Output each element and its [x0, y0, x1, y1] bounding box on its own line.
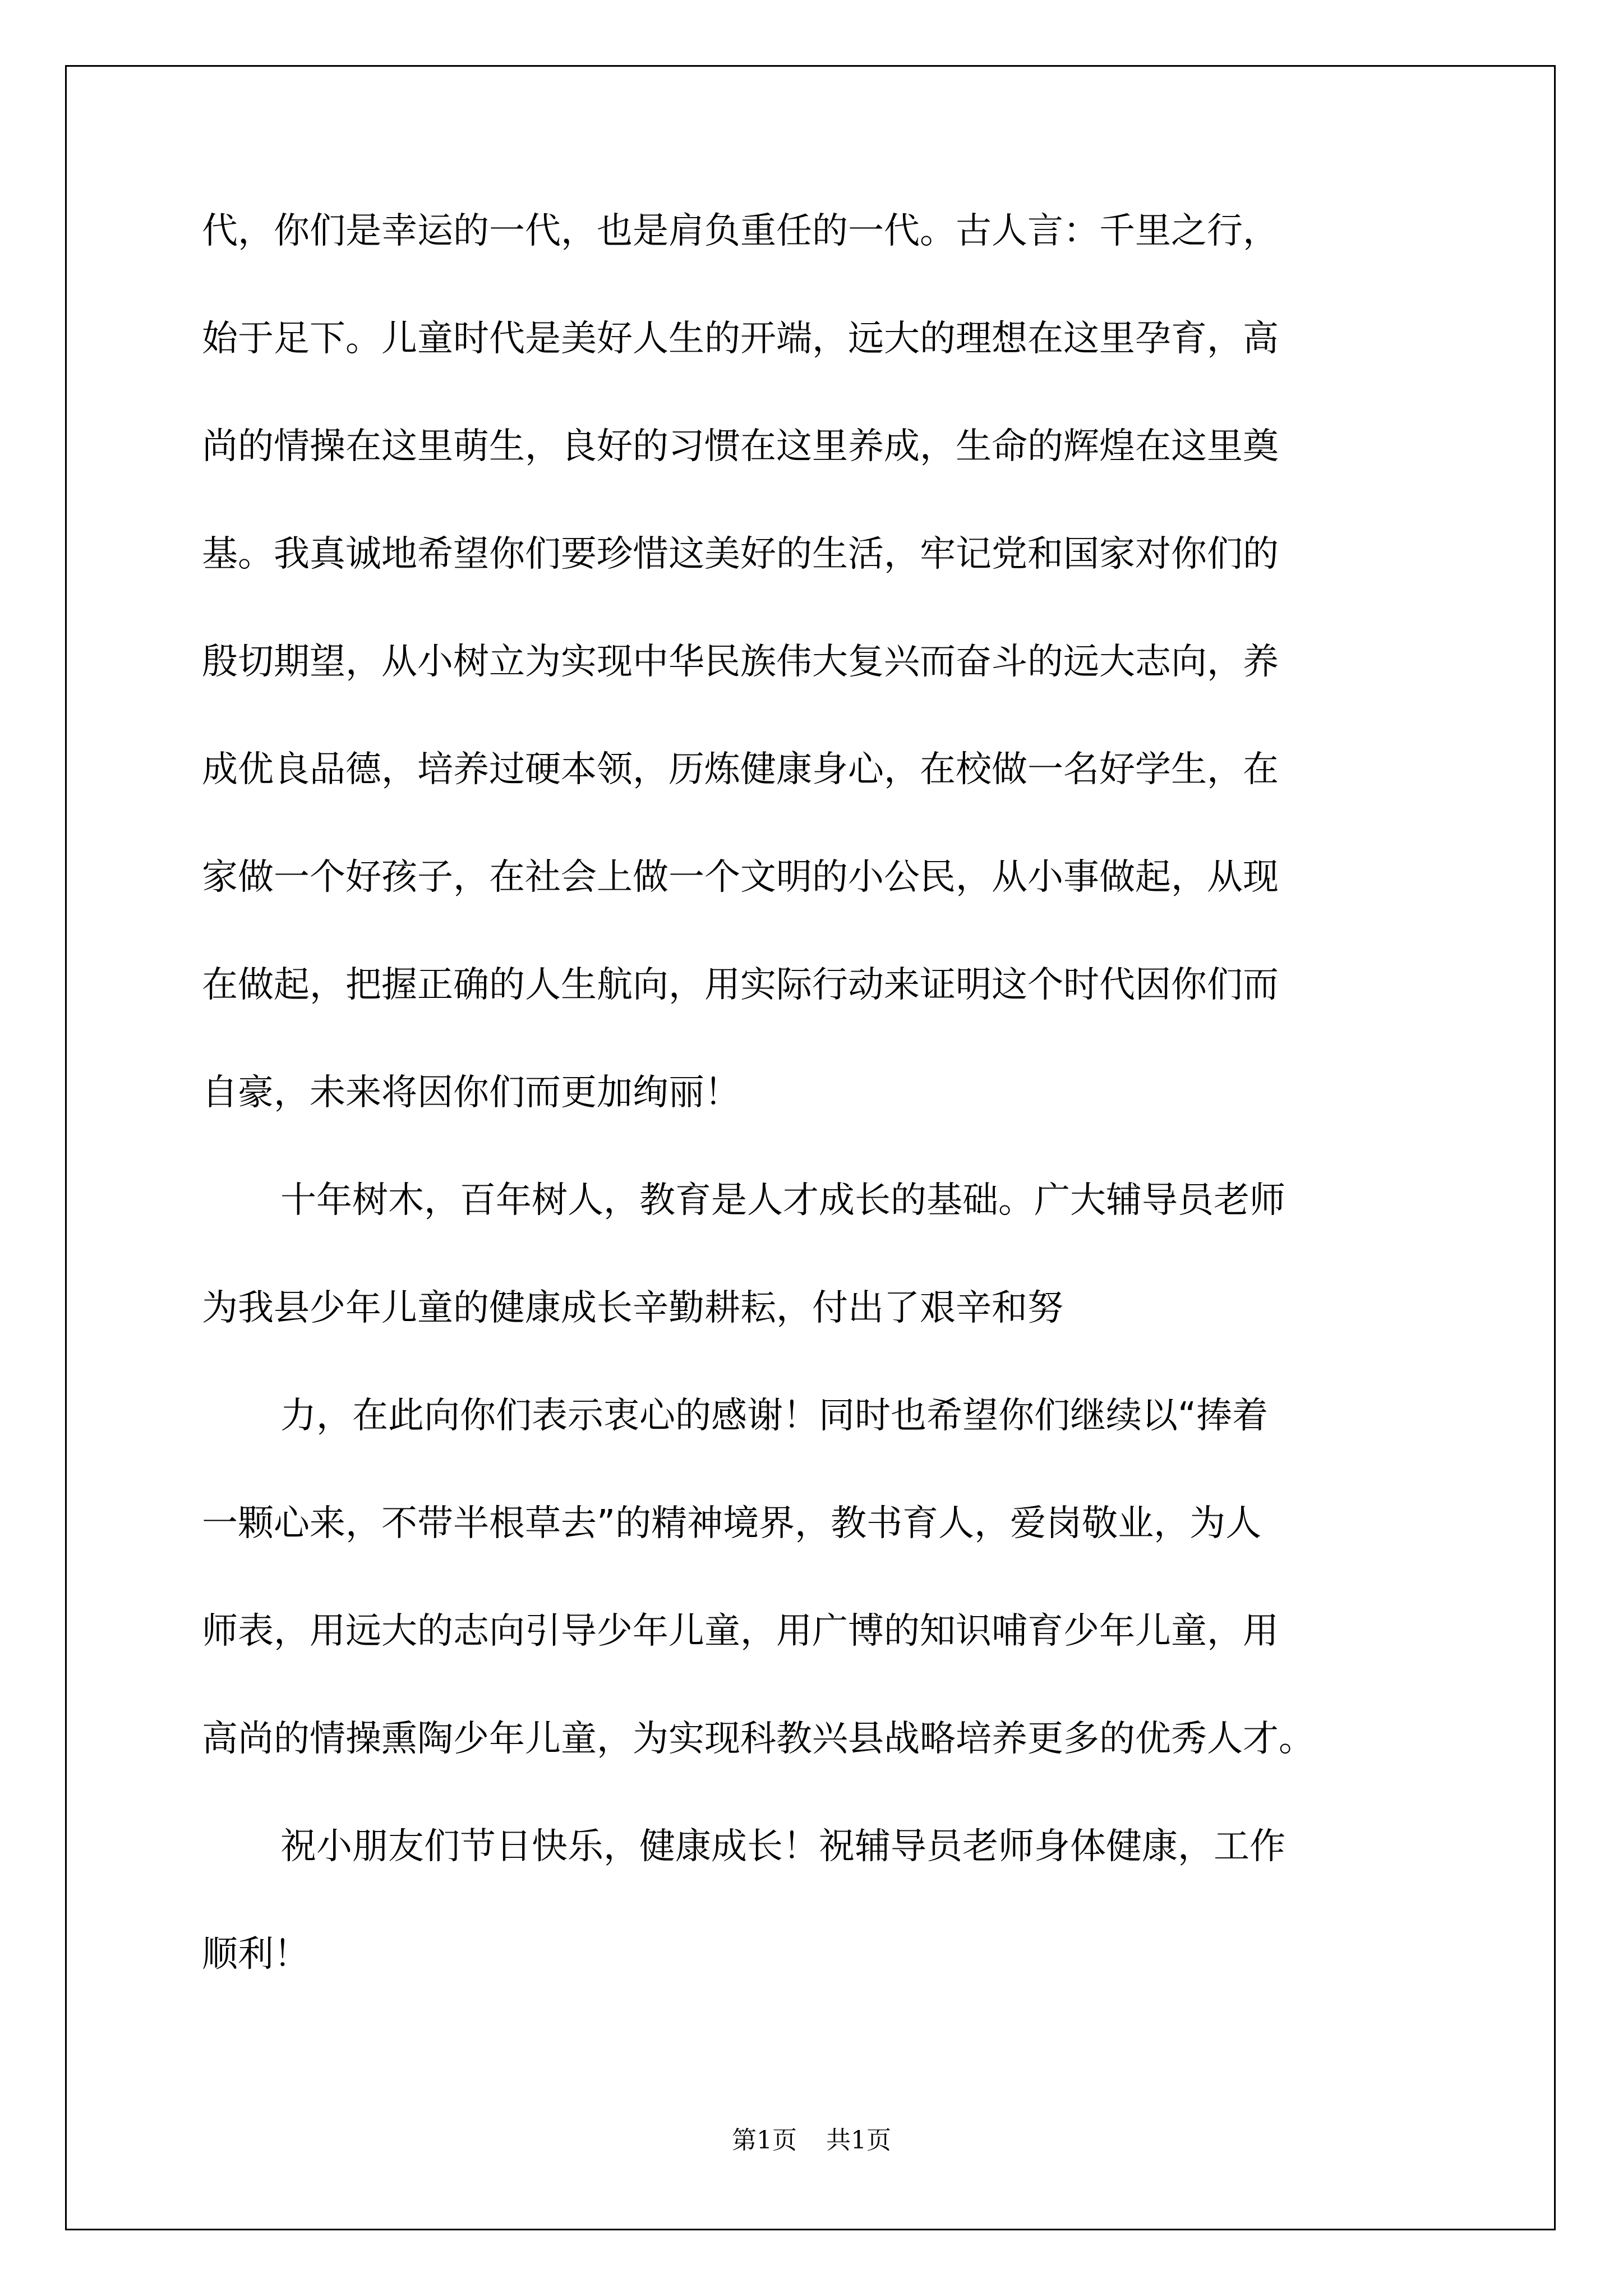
- text-line: 始于足下。儿童时代是美好人生的开端，远大的理想在这里孕育，高: [202, 318, 1279, 360]
- page-number: 第1页: [732, 2126, 797, 2155]
- page-footer: [0, 2127, 1623, 2154]
- text-line: 自豪，未来将因你们而更加绚丽！: [202, 1072, 740, 1114]
- text-line: 殷切期望，从小树立为实现中华民族伟大复兴而奋斗的远大志向，养: [202, 641, 1279, 683]
- document-body: [202, 210, 1436, 2044]
- text-line: 师表，用远大的志向引导少年儿童，用广博的知识哺育少年儿童，用: [202, 1611, 1279, 1652]
- total-pages: 共1页: [826, 2126, 891, 2155]
- text-line: 为我县少年儿童的健康成长辛勤耕耘，付出了艰辛和努: [202, 1287, 1063, 1329]
- text-line: 高尚的情操熏陶少年儿童，为实现科教兴县战略培养更多的优秀人才。: [202, 1718, 1315, 1760]
- text-line: 尚的情操在这里萌生，良好的习惯在这里养成，生命的辉煌在这里奠: [202, 426, 1279, 467]
- text-line: 顺利！: [202, 1934, 310, 1975]
- text-line: 家做一个好孩子，在社会上做一个文明的小公民，从小事做起，从现: [202, 857, 1279, 898]
- text-line: 一颗心来，不带半根草去”的精神境界，教书育人，爱岗敬业，为人: [202, 1503, 1262, 1544]
- paragraph-first-line: 祝小朋友们节日快乐，健康成长！祝辅导员老师身体健康，工作: [280, 1826, 1285, 1867]
- text-line: 代，你们是幸运的一代，也是肩负重任的一代。古人言：千里之行，: [202, 210, 1279, 252]
- text-line: 基。我真诚地希望你们要珍惜这美好的生活，牢记党和国家对你们的: [202, 533, 1279, 575]
- paragraph-first-line: 力，在此向你们表示衷心的感谢！同时也希望你们继续以“捧着: [280, 1395, 1269, 1437]
- text-line: 在做起，把握正确的人生航向，用实际行动来证明这个时代因你们而: [202, 964, 1279, 1006]
- text-line: 成优良品德，培养过硬本领，历炼健康身心，在校做一名好学生，在: [202, 749, 1279, 790]
- paragraph-first-line: 十年树木，百年树人，教育是人才成长的基础。广大辅导员老师: [280, 1180, 1285, 1221]
